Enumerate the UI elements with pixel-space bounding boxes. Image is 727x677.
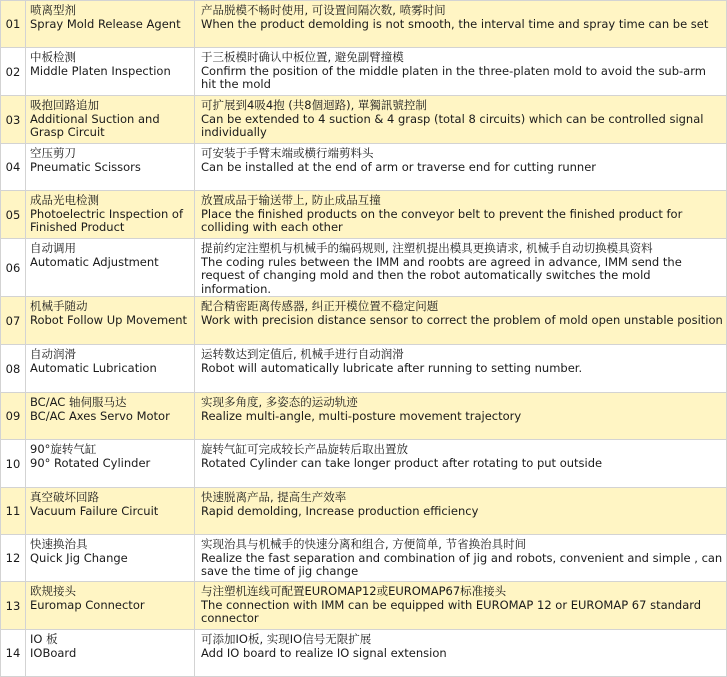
description-en: The connection with IMM can be equipped with EUROMAP 12 or EUROMAP 67 standard connector bbox=[201, 597, 702, 625]
description-cell bbox=[195, 630, 727, 677]
description-en: Robot will automatically lubricate after running to setting number. bbox=[201, 360, 583, 375]
feature-name-en: Pneumatic Scissors bbox=[30, 159, 141, 174]
feature-cell bbox=[26, 48, 195, 96]
description-en: When the product demolding is not smooth, the interval time and spray time can be set bbox=[201, 16, 709, 31]
feature-name-en: Automatic Adjustment bbox=[30, 254, 159, 269]
row-number: 10 bbox=[1, 440, 26, 488]
description-cell bbox=[195, 488, 727, 535]
feature-name-cn: 欧规接头 bbox=[30, 584, 76, 598]
feature-cell bbox=[26, 1, 195, 48]
table-row bbox=[1, 239, 727, 297]
feature-name-cn: BC/AC 轴伺服马达 bbox=[30, 395, 127, 409]
description-en: The coding rules between the IMM and roobts are agreed in advance, IMM send the request of changing mold and then the robot automatically switches the mold information. bbox=[201, 254, 682, 296]
description-en: Add IO board to realize IO signal extension bbox=[201, 645, 447, 660]
feature-name-cn: 机械手随动 bbox=[30, 299, 88, 313]
row-number: 04 bbox=[1, 144, 26, 191]
feature-cell bbox=[26, 488, 195, 535]
row-number: 09 bbox=[1, 393, 26, 440]
description-cn: 放置成品于输送带上, 防止成品互撞 bbox=[201, 193, 381, 207]
feature-name-en: Photoelectric Inspection of Finished Product bbox=[30, 206, 184, 234]
feature-name-cn: 90°旋转气缸 bbox=[30, 442, 97, 456]
description-en: Confirm the position of the middle platen in the three-platen mold to avoid the sub-arm hit the mold bbox=[201, 63, 706, 91]
description-cell bbox=[195, 191, 727, 239]
feature-cell bbox=[26, 535, 195, 582]
feature-name-cn: 吸抱回路追加 bbox=[30, 98, 99, 112]
row-number: 03 bbox=[1, 96, 26, 144]
feature-cell bbox=[26, 239, 195, 297]
description-cn: 实现多角度, 多姿态的运动轨迹 bbox=[201, 395, 358, 409]
description-cn: 旋转气缸可完成较长产品旋转后取出置放 bbox=[201, 442, 408, 456]
description-en: Can be extended to 4 suction & 4 grasp (total 8 circuits) which can be controlled signal individually bbox=[201, 111, 704, 139]
description-cn: 提前约定注塑机与机械手的编码规则, 注塑机提出模具更换请求, 机械手自动切换模具资料 bbox=[201, 241, 653, 255]
feature-cell bbox=[26, 144, 195, 191]
feature-cell bbox=[26, 297, 195, 345]
feature-name-en: Automatic Lubrication bbox=[30, 360, 157, 375]
table-row bbox=[1, 144, 727, 191]
feature-name-en: Spray Mold Release Agent bbox=[30, 16, 181, 31]
description-cell bbox=[195, 393, 727, 440]
table-row bbox=[1, 488, 727, 535]
feature-name-cn: 中板检测 bbox=[30, 50, 76, 64]
description-en: Rapid demolding, Increase production efficiency bbox=[201, 503, 479, 518]
feature-cell bbox=[26, 96, 195, 144]
description-cn: 快速脱离产品, 提高生产效率 bbox=[201, 490, 347, 504]
description-cn: 配合精密距离传感器, 纠正开模位置不稳定问题 bbox=[201, 299, 439, 313]
feature-name-cn: IO 板 bbox=[30, 632, 58, 646]
feature-name-en: Euromap Connector bbox=[30, 597, 145, 612]
feature-name-en: Middle Platen Inspection bbox=[30, 63, 171, 78]
description-cn: 可安装于手臂末端或横行端剪料头 bbox=[201, 146, 374, 160]
row-number: 07 bbox=[1, 297, 26, 345]
description-cell bbox=[195, 1, 727, 48]
feature-name-en: Robot Follow Up Movement bbox=[30, 312, 188, 327]
feature-name-en: Quick Jig Change bbox=[30, 550, 128, 565]
table-row bbox=[1, 630, 727, 677]
table-row bbox=[1, 297, 727, 345]
row-number: 05 bbox=[1, 191, 26, 239]
feature-name-cn: 快速换治具 bbox=[30, 537, 88, 551]
feature-name-en: BC/AC Axes Servo Motor bbox=[30, 408, 170, 423]
description-cell bbox=[195, 239, 727, 297]
description-cell bbox=[195, 582, 727, 630]
feature-name-cn: 自动调用 bbox=[30, 241, 76, 255]
table-row bbox=[1, 440, 727, 488]
feature-name-cn: 自动润滑 bbox=[30, 347, 76, 361]
description-cn: 于三板模时确认中板位置, 避免副臂撞模 bbox=[201, 50, 404, 64]
description-en: Rotated Cylinder can take longer product after rotating to put outside bbox=[201, 455, 603, 470]
description-cell bbox=[195, 535, 727, 582]
description-cn: 实现治具与机械手的快速分离和组合, 方便简单, 节省换治具时间 bbox=[201, 537, 527, 551]
feature-name-cn: 喷离型剂 bbox=[30, 3, 76, 17]
table-row bbox=[1, 582, 727, 630]
feature-name-en: Additional Suction and Grasp Circuit bbox=[30, 111, 160, 139]
feature-name-en: Vacuum Failure Circuit bbox=[30, 503, 159, 518]
description-en: Place the finished products on the conveyor belt to prevent the finished product for colliding with each other bbox=[201, 206, 683, 234]
description-cell bbox=[195, 440, 727, 488]
row-number: 11 bbox=[1, 488, 26, 535]
description-en: Can be installed at the end of arm or traverse end for cutting runner bbox=[201, 159, 597, 174]
description-en: Realize the fast separation and combination of jig and robots, convenient and simple , can save the time of jig change bbox=[201, 550, 723, 578]
description-cell bbox=[195, 48, 727, 96]
feature-cell bbox=[26, 630, 195, 677]
feature-cell bbox=[26, 440, 195, 488]
feature-cell bbox=[26, 393, 195, 440]
table-row bbox=[1, 535, 727, 582]
feature-cell bbox=[26, 191, 195, 239]
table-row bbox=[1, 48, 727, 96]
description-cell bbox=[195, 297, 727, 345]
feature-name-en: IOBoard bbox=[30, 645, 77, 660]
description-cn: 可扩展到4吸4抱 (共8個迴路), 單獨訊號控制 bbox=[201, 98, 427, 112]
row-number: 02 bbox=[1, 48, 26, 96]
table-row bbox=[1, 191, 727, 239]
description-cn: 运转数达到定值后, 机械手进行自动润滑 bbox=[201, 347, 404, 361]
description-cell bbox=[195, 96, 727, 144]
description-cell bbox=[195, 345, 727, 393]
row-number: 13 bbox=[1, 582, 26, 630]
feature-name-cn: 空压剪刀 bbox=[30, 146, 76, 160]
features-table-body bbox=[1, 1, 727, 677]
feature-name-en: 90° Rotated Cylinder bbox=[30, 455, 151, 470]
table-row bbox=[1, 1, 727, 48]
description-cn: 与注塑机连线可配置EUROMAP12或EUROMAP67标准接头 bbox=[201, 584, 507, 598]
row-number: 01 bbox=[1, 1, 26, 48]
description-en: Realize multi-angle, multi-posture movement trajectory bbox=[201, 408, 522, 423]
feature-name-cn: 成品光电检测 bbox=[30, 193, 99, 207]
feature-cell bbox=[26, 582, 195, 630]
row-number: 14 bbox=[1, 630, 26, 677]
table-row bbox=[1, 345, 727, 393]
feature-cell bbox=[26, 345, 195, 393]
row-number: 12 bbox=[1, 535, 26, 582]
row-number: 06 bbox=[1, 239, 26, 297]
description-en: Work with precision distance sensor to correct the problem of mold open unstable position bbox=[201, 312, 723, 327]
table-row bbox=[1, 393, 727, 440]
table-row bbox=[1, 96, 727, 144]
description-cn: 可添加IO板, 实现IO信号无限扩展 bbox=[201, 632, 372, 646]
feature-name-cn: 真空破坏回路 bbox=[30, 490, 99, 504]
description-cell bbox=[195, 144, 727, 191]
row-number: 08 bbox=[1, 345, 26, 393]
description-cn: 产品脱模不畅时使用, 可设置间隔次数, 喷雾时间 bbox=[201, 3, 446, 17]
